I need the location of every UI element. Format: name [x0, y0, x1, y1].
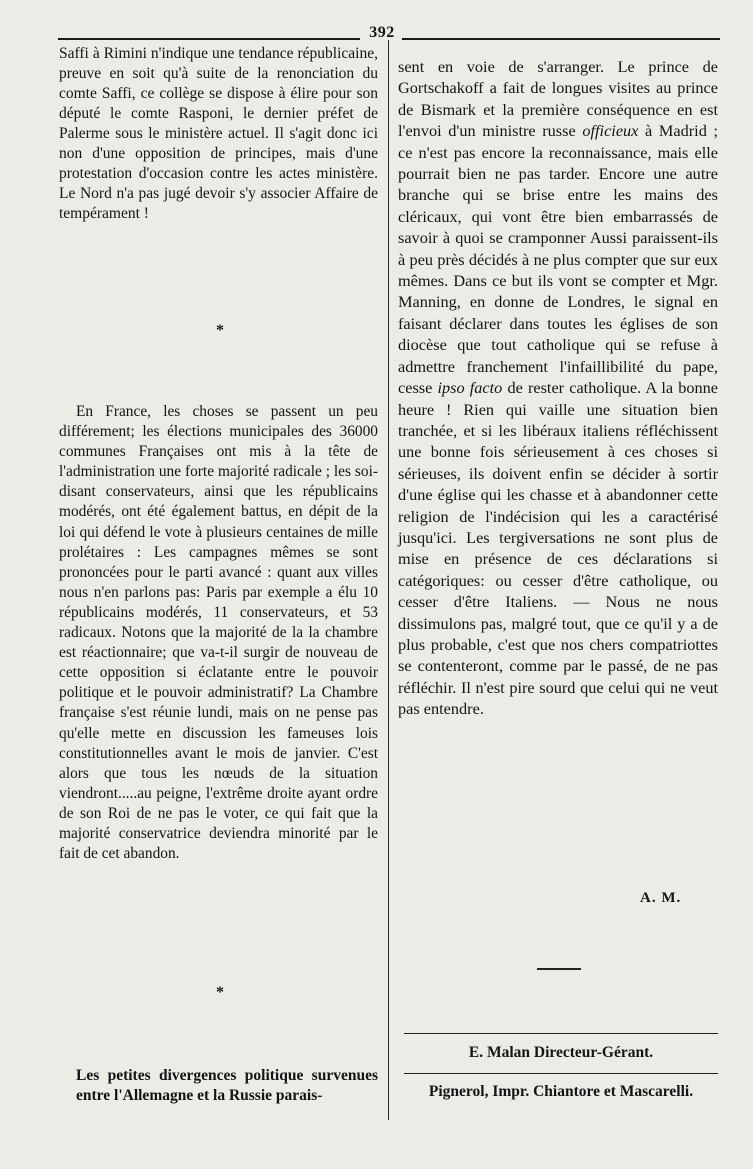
director-line: E. Malan Directeur-Gérant.	[468, 1044, 654, 1061]
footer-rule-bottom	[404, 1073, 718, 1074]
author-signature: A. M.	[640, 890, 682, 906]
page-number: 392	[369, 24, 395, 41]
short-rule	[537, 968, 581, 970]
footer-rule-top	[404, 1033, 718, 1034]
right-text-segment-1: sent en voie de s'arranger. Le prince de Gortschakoff a fait de longues visites au prince de Bismark et la première conséquence en est l'envoi d'un ministre russe	[398, 57, 718, 141]
left-paragraph-2-text: En France, les choses se passent un peu différement; les élections municipales des 36000 communes Françaises ont mis à la tête de l'administration une forte majorité radicale ; les soi-disant conservateurs, ainsi que les républicains modérés, ont été également battus, en dépit de la loi qui défend le vote à plusieurs centaines de mille prolétaires : Les campagnes mêmes se sont prononcées pour le parti avancé : quant aux villes nous n'en parlons pas: Paris par exemple a élu 10 républicains modérés, 11 conservateurs, et 53 radicaux. Notons que la majorité de la la chambre est réactionnaire; que va-t-il surgir de nouveau de cette opposition si éclatante entre le pouvoir politique et le pouvoir administratif? La Chambre française s'est réunie lundi, mais on ne pense pas qu'elle mette en discussion les fameuses lois constitutionnelles avant le mois de janvier. C'est alors que tous les nœuds de la situation viendront.....au peigne, l'extrême droite ayant ordre de son Roi de ne pas le voter, ce qui fait que la majorité conservatrice deviendra minorité par le fait de cet abandon.	[59, 403, 378, 863]
left-paragraph-1-text: Saffi à Rimini n'indique une tendance républicaine, preuve en soit qu'à suite de la renonciation du comte Saffi, ce collège se dispose à élire pour son député le comte Rasponi, le dernier préfet de Palerme sous le ministère actuel. Il s'agit donc ici non d'une opposition de principes, mais d'une protestation d'occasion contre les actes ministère. Le Nord n'a pas jugé devoir s'y associer Affaire de tempérament !	[59, 45, 378, 222]
left-paragraph-3-text: Les petites divergences politique survenues entre l'Allemagne et la Russie parais-	[76, 1067, 378, 1104]
left-paragraph-1	[59, 44, 378, 224]
separator-star-2: *	[216, 984, 224, 1001]
right-text-segment-3: de rester catholique. A la bonne heure ! Rien qui vaille une situation bien tranchée, et si les libéraux italiens réfléchissent une bonne fois sérieusement à ces choses si sérieuses, ils doivent enfin se décider à sortir d'une église qui les chasse et à abandonner cette religion de l'indécision qui les a caractérisé jusqu'ici. Les tergiversations ne sont plus de mise en présence de ces déclarations si catégoriques: ou cesser d'être catholique, ou cesser d'être Italiens. — Nous ne nous dissimulons pas, malgré tout, que ce qu'il y a de plus probable, c'est que nos chers compatriottes se contenteront, comme par le passé, de ne pas réfléchir. Il n'est pire sourd que celui qui ne veut pas entendre.	[398, 378, 719, 719]
right-text-italic-ipso-facto: ipso facto	[437, 378, 503, 398]
left-paragraph-3	[76, 1066, 378, 1106]
right-paragraph	[398, 56, 718, 720]
right-text-segment-2: à Madrid ; ce n'est pas encore la reconnaissance, mais elle pourrait bien ne pas tarder. Encore une autre branche qui se brise entre les mains des cléricaux, qui vont être bien embarrassés de savoir à quoi se cramponner Aussi paraissent-ils à peu près décidés à ne plus compter que sur eux mêmes. Dans ce but ils vont se compter et Mgr. Manning, en donne de Londres, le signal en faisant déclarer dans toutes les églises de son diocèse que tout catholique qui se refuse à admettre franchement l'infaillibilité du pape, cesse	[398, 121, 719, 398]
header-rule-left	[58, 38, 360, 40]
right-paragraph-text	[398, 56, 718, 720]
separator-star-1: *	[216, 322, 224, 339]
right-text-italic-officieux: officieux	[582, 121, 639, 141]
left-paragraph-2	[59, 402, 378, 864]
printer-line: Pignerol, Impr. Chiantore et Mascarelli.	[428, 1083, 694, 1100]
header-rule-right	[402, 38, 720, 40]
column-divider	[388, 40, 389, 1120]
